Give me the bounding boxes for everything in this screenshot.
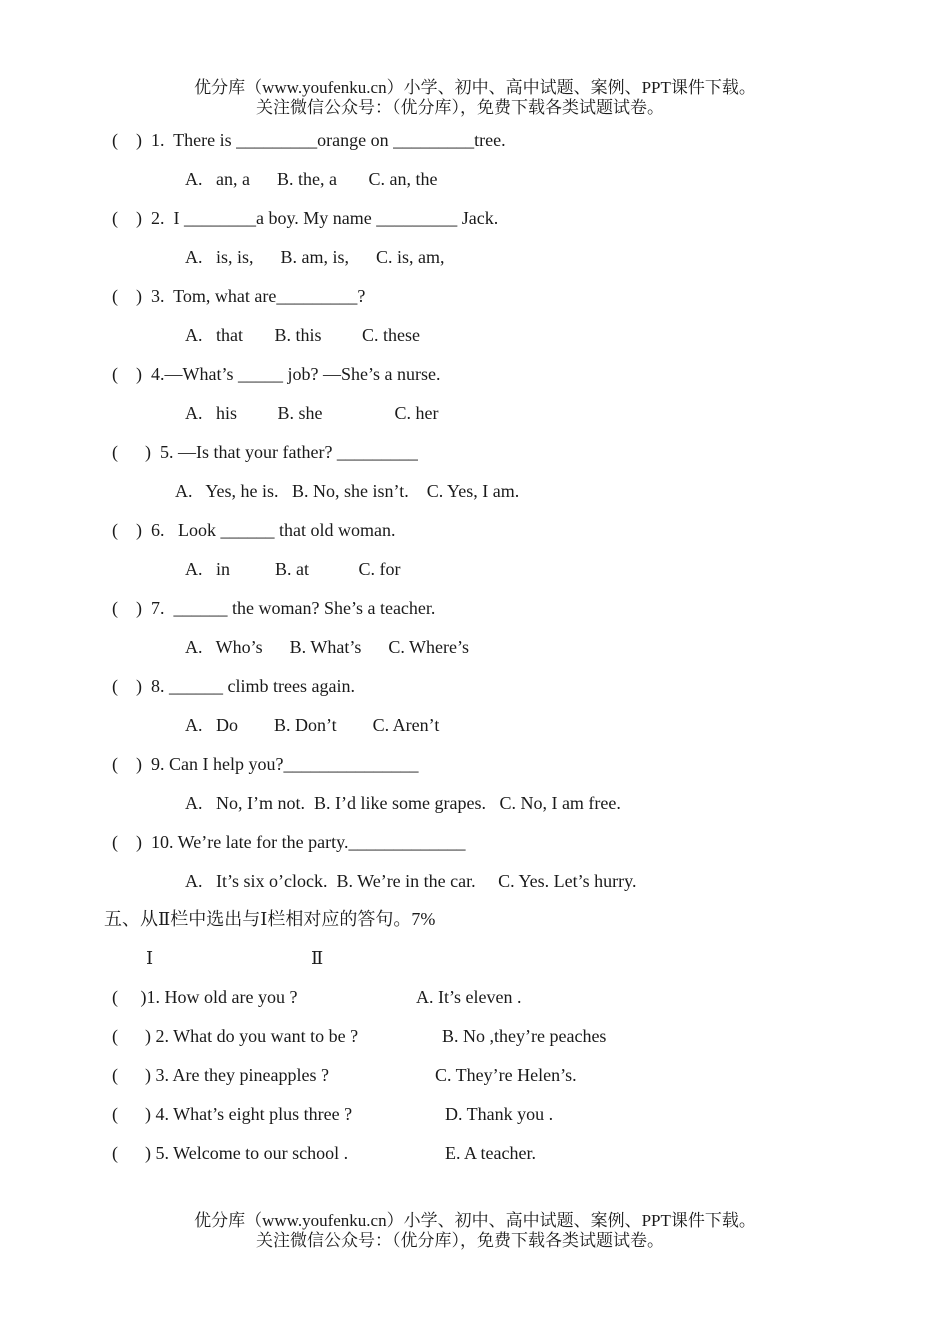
match-left-3: ( ) 3. Are they pineapples ? [112,1065,329,1085]
column-1-header: Ⅰ [146,948,154,968]
question-3-options: A. that B. this C. these [185,325,420,345]
footer-line-1: 优分库（www.youfenku.cn）小学、初中、高中试题、案例、PPT课件下载。 [194,1211,756,1230]
match-left-1: ( )1. How old are you ? [112,987,298,1007]
match-right-e: E. A teacher. [445,1143,536,1163]
question-4-stem: ( ) 4.—What’s _____ job? —She’s a nurse. [112,364,441,384]
column-2-header: Ⅱ [311,948,324,968]
match-left-5: ( ) 5. Welcome to our school . [112,1143,349,1163]
match-left-2: ( ) 2. What do you want to be ? [112,1026,359,1046]
question-1-options: A. an, a B. the, a C. an, the [185,169,438,189]
question-6-stem: ( ) 6. Look ______ that old woman. [112,520,396,540]
match-left-4: ( ) 4. What’s eight plus three ? [112,1104,353,1124]
question-8-options: A. Do B. Don’t C. Aren’t [185,715,440,735]
header-line-1: 优分库（www.youfenku.cn）小学、初中、高中试题、案例、PPT课件下载。 [194,78,756,97]
match-right-b: B. No ,they’re peaches [442,1026,607,1046]
question-7-stem: ( ) 7. ______ the woman? She’s a teacher. [112,598,436,618]
question-7-options: A. Who’s B. What’s C. Where’s [185,637,469,657]
match-right-d: D. Thank you . [445,1104,554,1124]
question-2-stem: ( ) 2. I ________a boy. My name _________ Jack. [112,208,499,228]
question-6-options: A. in B. at C. for [185,559,401,579]
page-header [0,78,950,118]
match-right-a: A. It’s eleven . [416,987,522,1007]
question-4-options: A. his B. she C. her [185,403,439,423]
question-10-options: A. It’s six o’clock. B. We’re in the car. C. Yes. Let’s hurry. [185,871,637,891]
question-1-stem: ( ) 1. There is _________orange on _________tree. [112,130,506,150]
question-8-stem: ( ) 8. ______ climb trees again. [112,676,355,696]
page-footer [0,1211,950,1251]
question-5-stem: ( ) 5. —Is that your father? _________ [112,442,418,462]
question-5-options: A. Yes, he is. B. No, she isn’t. C. Yes, I am. [175,481,520,501]
question-9-options: A. No, I’m not. B. I’d like some grapes. C. No, I am free. [185,793,621,813]
match-right-c: C. They’re Helen’s. [435,1065,577,1085]
question-9-stem: ( ) 9. Can I help you?_______________ [112,754,419,774]
question-3-stem: ( ) 3. Tom, what are_________? [112,286,366,306]
question-2-options: A. is, is, B. am, is, C. is, am, [185,247,445,267]
header-line-2: 关注微信公众号：（优分库），免费下载各类试题试卷。 [256,98,664,117]
question-10-stem: ( ) 10. We’re late for the party._____________ [112,832,466,852]
footer-line-2: 关注微信公众号：（优分库），免费下载各类试题试卷。 [256,1231,664,1250]
section-5-title: 五、从Ⅱ栏中选出与Ⅰ栏相对应的答句。7% [104,909,436,929]
